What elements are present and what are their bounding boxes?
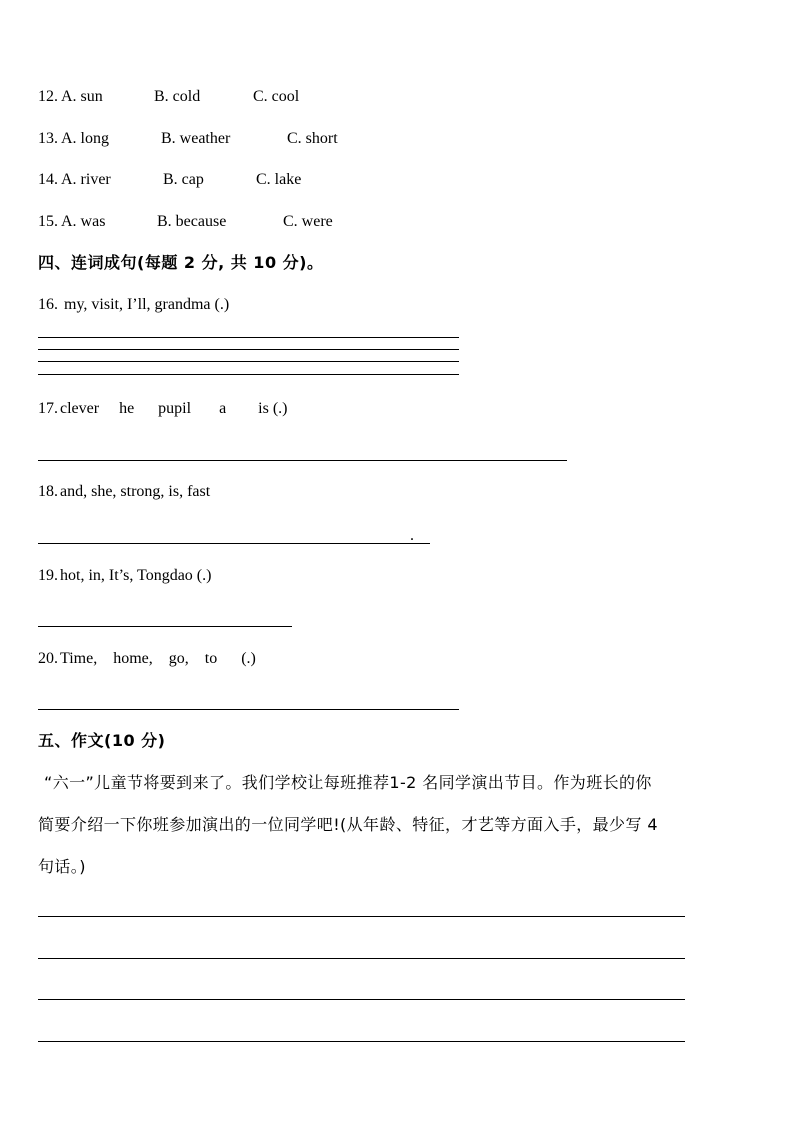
essay-answer-line-1[interactable] bbox=[38, 916, 685, 917]
option-c: C. lake bbox=[256, 171, 302, 188]
essay-prompt-line-1: “六一”儿童节将要到来了。我们学校让每班推荐1-2 名同学演出节目。作为班长的你 bbox=[44, 773, 652, 792]
q19-words: hot, in, It’s, Tongdao (.) bbox=[60, 567, 212, 584]
section-5-heading: 五、作文(10 分) bbox=[38, 731, 166, 750]
option-b: B. cap bbox=[163, 171, 204, 188]
q16-number: 16. bbox=[38, 296, 58, 313]
q18-period: . bbox=[410, 527, 414, 544]
q18-words: and, she, strong, is, fast bbox=[60, 483, 211, 500]
q18-answer-line[interactable] bbox=[38, 543, 430, 544]
option-b: B. cold bbox=[154, 88, 201, 105]
q16-answer-line-3[interactable] bbox=[38, 361, 459, 362]
option-c: C. short bbox=[287, 130, 338, 147]
q19-number: 19. bbox=[38, 567, 58, 584]
option-b: B. because bbox=[157, 213, 227, 230]
q17-number: 17. bbox=[38, 400, 58, 417]
section-4-heading: 四、连词成句(每题 2 分, 共 10 分)。 bbox=[38, 253, 324, 272]
q18-number: 18. bbox=[38, 483, 58, 500]
q20-words: Time, home, go, to (.) bbox=[60, 650, 256, 667]
option-c: C. were bbox=[283, 213, 333, 230]
option-a: A. sun bbox=[61, 88, 103, 105]
question-number: 15. bbox=[38, 213, 58, 230]
q17-words: clever he pupil a is (.) bbox=[60, 400, 288, 417]
q16-words: my, visit, I’ll, grandma (.) bbox=[60, 296, 230, 313]
essay-answer-line-2[interactable] bbox=[38, 958, 685, 959]
option-a: A. was bbox=[61, 213, 106, 230]
q16-answer-line-4[interactable] bbox=[38, 374, 459, 375]
essay-answer-line-4[interactable] bbox=[38, 1041, 685, 1042]
question-number: 12. bbox=[38, 88, 58, 105]
option-c: C. cool bbox=[253, 88, 300, 105]
q19-answer-line[interactable] bbox=[38, 626, 292, 627]
essay-answer-line-3[interactable] bbox=[38, 999, 685, 1000]
option-a: A. river bbox=[61, 171, 111, 188]
question-number: 13. bbox=[38, 130, 58, 147]
essay-prompt-line-2: 简要介绍一下你班参加演出的一位同学吧!(从年龄、特征，才艺等方面入手，最少写 4 bbox=[38, 815, 658, 834]
q20-number: 20. bbox=[38, 650, 58, 667]
essay-prompt-line-3: 句话。) bbox=[38, 857, 86, 876]
question-number: 14. bbox=[38, 171, 58, 188]
q16-answer-line-1[interactable] bbox=[38, 337, 459, 338]
option-b: B. weather bbox=[161, 130, 231, 147]
option-a: A. long bbox=[61, 130, 109, 147]
q20-answer-line[interactable] bbox=[38, 709, 459, 710]
q16-answer-line-2[interactable] bbox=[38, 349, 459, 350]
q17-answer-line[interactable] bbox=[38, 460, 567, 461]
